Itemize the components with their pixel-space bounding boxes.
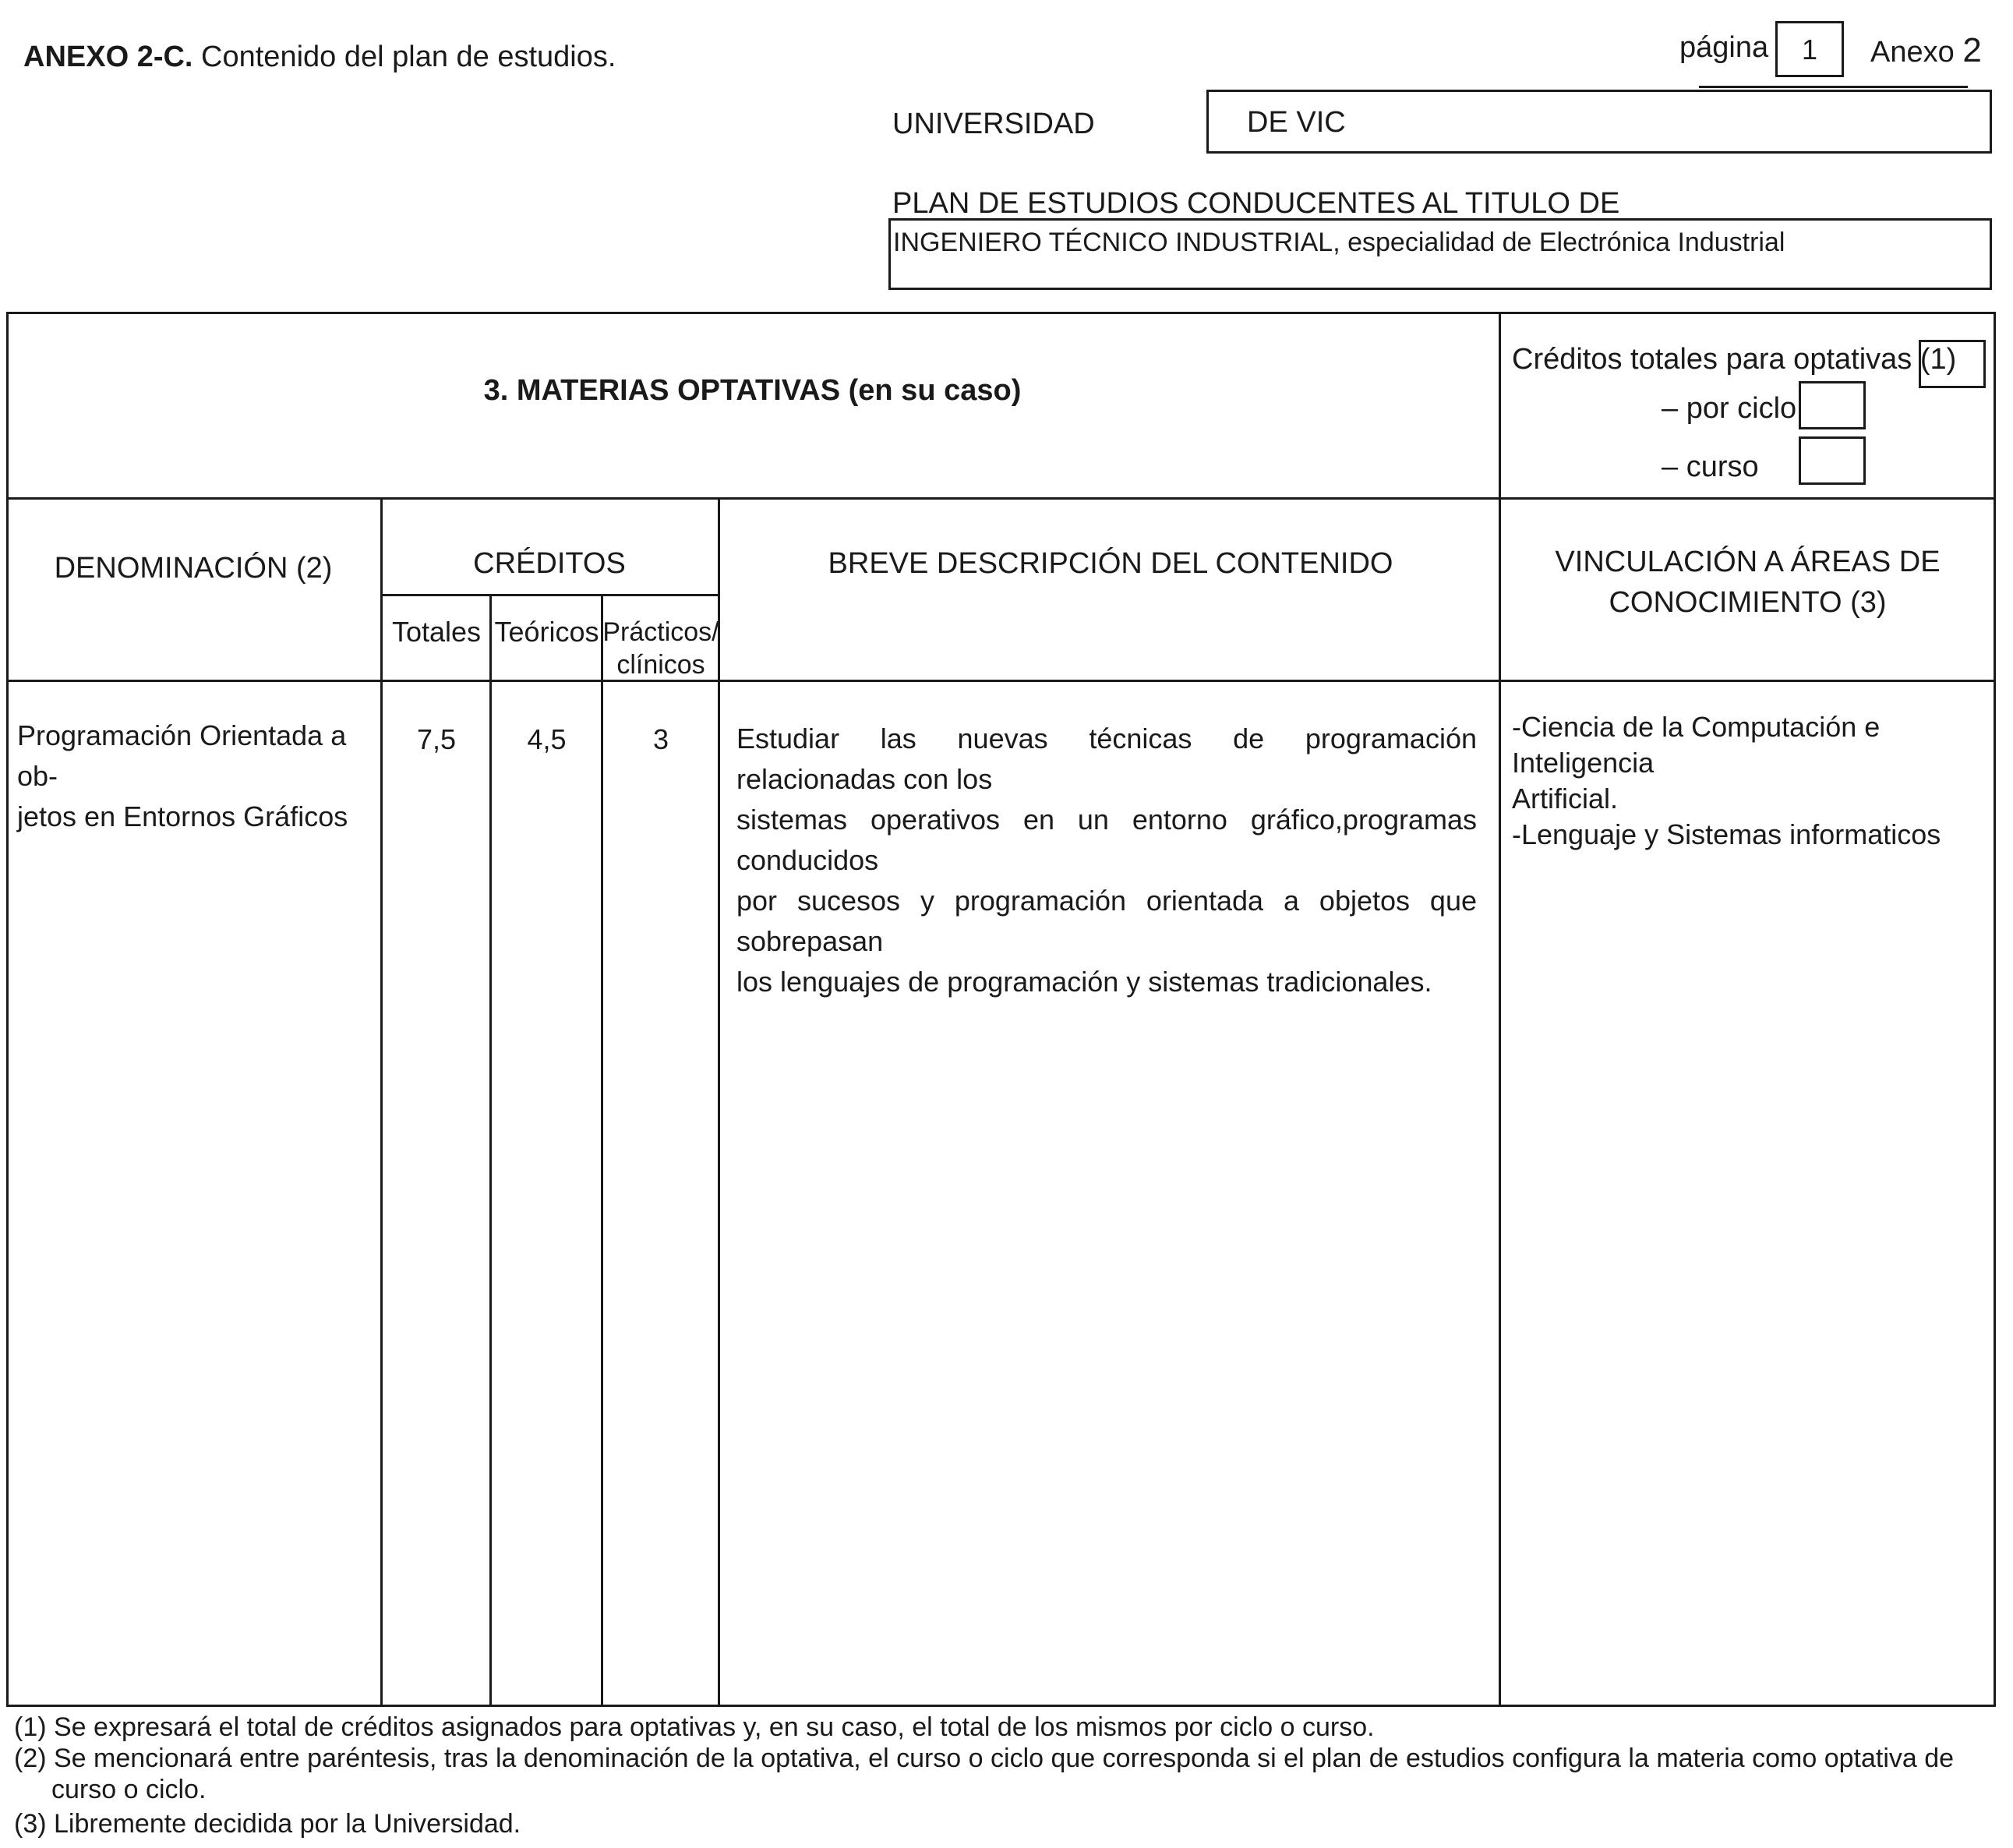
table-rule-creditos <box>382 594 719 596</box>
annex-title <box>23 41 616 74</box>
row-descripcion <box>736 719 1477 1002</box>
university-value: DE VIC <box>1247 106 1346 139</box>
annex-word: Anexo <box>1870 36 1955 69</box>
page-number: 1 <box>1775 21 1844 77</box>
row-denominacion-line2: jetos en Entornos Gráficos <box>17 800 348 832</box>
table-divider-denominacion <box>380 499 383 1707</box>
university-label: UNIVERSIDAD <box>892 108 1095 140</box>
header-practicos-line2: clínicos <box>616 650 705 680</box>
optativas-table <box>6 312 1996 1707</box>
por-ciclo-box <box>1799 381 1866 429</box>
row-vinculacion-line2: Artificial. <box>1512 783 1619 814</box>
header-teoricos: Teóricos <box>494 616 599 648</box>
row-practicos: 3 <box>652 723 669 755</box>
annex-description: Contenido del plan de estudios. <box>192 41 616 73</box>
header-practicos <box>602 616 719 681</box>
header-vinculacion-line2: CONOCIMIENTO (3) <box>1609 586 1887 619</box>
curso-box <box>1799 436 1866 485</box>
table-rule-header-top <box>6 497 1996 500</box>
row-descripcion-line1: Estudiar las nuevas técnicas de programación relacionadas con los <box>736 723 1477 795</box>
por-ciclo-label: – por ciclo <box>1662 392 1797 425</box>
annex-label <box>1870 31 1982 70</box>
row-totales: 7,5 <box>416 723 457 755</box>
header-creditos: CRÉDITOS <box>473 547 626 580</box>
row-descripcion-line2: sistemas operativos en un entorno gráfico,programas conducidos <box>736 804 1477 876</box>
page-label: página <box>1679 31 1769 64</box>
footnote-2-continued: curso o ciclo. <box>51 1775 207 1804</box>
header-vinculacion <box>1500 542 1995 623</box>
footnote-2: (2) Se mencionará entre paréntesis, tras la denominación de la optativa, el curso o ciclo que corresponda si el plan de estudios configura la materia como optativa de <box>14 1744 1955 1773</box>
table-divider-teoricos <box>601 595 603 1707</box>
annex-code: ANEXO 2-C. <box>23 41 193 73</box>
row-teoricos: 4,5 <box>527 723 567 755</box>
header-practicos-line1: Prácticos/ <box>602 617 719 647</box>
annex-number: 2 <box>1962 31 1982 69</box>
footnote-3: (3) Libremente decidida por la Universidad. <box>14 1809 521 1839</box>
row-vinculacion-line3: -Lenguaje y Sistemas informaticos <box>1512 818 1941 850</box>
plan-value: INGENIERO TÉCNICO INDUSTRIAL, especialidad de Electrónica Industrial <box>893 228 1785 257</box>
row-descripcion-line4: los lenguajes de programación y sistemas tradicionales. <box>736 966 1432 998</box>
row-vinculacion-line1: -Ciencia de la Computación e Inteligencia <box>1512 711 1881 779</box>
header-totales: Totales <box>391 616 482 648</box>
row-denominacion <box>17 716 372 837</box>
curso-label: – curso <box>1662 451 1759 483</box>
table-rule-header-bottom <box>6 680 1996 682</box>
header-rule <box>1699 86 1968 88</box>
row-denominacion-line1: Programación Orientada a ob- <box>17 719 347 792</box>
creditos-totales-box <box>1919 340 1986 388</box>
plan-label: PLAN DE ESTUDIOS CONDUCENTES AL TITULO DE <box>892 187 1620 220</box>
table-divider-totales <box>489 595 492 1707</box>
footnote-1: (1) Se expresará el total de créditos asignados para optativas y, en su caso, el total de los mismos por ciclo o curso. <box>14 1712 1375 1742</box>
table-divider-vinculacion <box>1499 312 1501 1707</box>
header-descripcion: BREVE DESCRIPCIÓN DEL CONTENIDO <box>828 547 1393 580</box>
section-title: 3. MATERIAS OPTATIVAS (en su caso) <box>483 374 1022 407</box>
header-vinculacion-line1: VINCULACIÓN A ÁREAS DE <box>1555 546 1941 578</box>
creditos-totales-label: Créditos totales para optativas (1) <box>1512 343 1957 376</box>
row-descripcion-line3: por sucesos y programación orientada a objetos que sobrepasan <box>736 885 1477 957</box>
row-vinculacion <box>1512 709 1995 853</box>
header-denominacion: DENOMINACIÓN (2) <box>54 552 333 585</box>
